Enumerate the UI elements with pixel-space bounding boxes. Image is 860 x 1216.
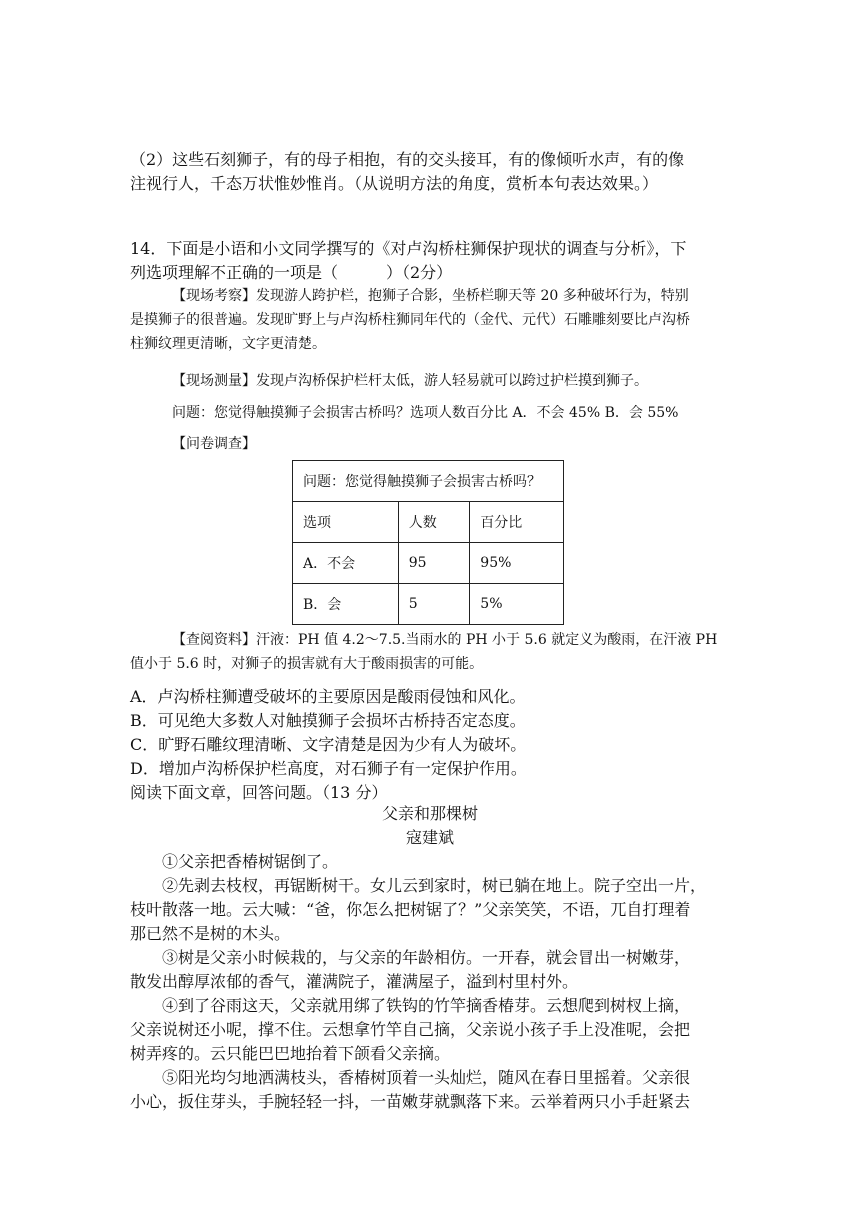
- paragraph-1: ①父亲把香椿树锯倒了。: [162, 852, 339, 871]
- table-cell: 95: [398, 543, 470, 584]
- paragraph-4-line-2: 父亲说树还小呢，撑不住。云想拿竹竿自己摘，父亲说小孩子手上没准呢，会把: [130, 1020, 691, 1039]
- table-cell: 5: [398, 584, 470, 625]
- option-b: B．可见绝大多数人对触摸狮子会损坏古桥持否定态度。: [130, 711, 526, 730]
- q2-line-2: 注视行人，千态万状惟妙惟肖。（从说明方法的角度，赏析本句表达效果。）: [130, 174, 659, 193]
- site-obs-line-2: 是摸狮子的很普遍。发现旷野上与卢沟桥柱狮同年代的（金代、元代）石雕雕刻要比卢沟桥: [130, 312, 690, 328]
- paragraph-3-line-2: 散发出醇厚浓郁的香气，灌满院子，灌满屋子，溢到村里村外。: [130, 972, 579, 991]
- reference-line-2: 值小于 5.6 时，对狮子的损害就有大于酸雨损害的可能。: [130, 656, 484, 672]
- survey-label-block: [130, 432, 730, 456]
- table-row: [293, 502, 564, 543]
- table-cell: 5%: [470, 584, 564, 625]
- q2-line-1: （2）这些石刻狮子，有的母子相抱，有的交头接耳，有的像倾听水声，有的像: [130, 150, 685, 169]
- table-header-count: 人数: [398, 502, 470, 543]
- option-c: C．旷野石雕纹理清晰、文字清楚是因为少有人为破坏。: [130, 735, 527, 754]
- q14-line-2: 列选项理解不正确的一项是（ ）（2分）: [130, 263, 453, 282]
- site-obs-line-1: 【现场考察】发现游人跨护栏，抱狮子合影，坐桥栏聊天等 20 多种破坏行为，特别: [172, 288, 689, 304]
- table-cell: B．会: [293, 584, 399, 625]
- question-line: 问题：您觉得触摸狮子会损害古桥吗？选项人数百分比 A．不会 45% B．会 55%: [172, 405, 679, 421]
- reference-material: [130, 628, 730, 676]
- paragraph-2-line-1: ②先剥去枝杈，再锯断树干。女儿云到家时，树已躺在地上。院子空出一片，: [162, 876, 707, 895]
- table-title: 问题：您觉得触摸狮子会损害古桥吗？: [293, 461, 564, 502]
- question-2: [130, 148, 730, 196]
- table-row: [293, 543, 564, 584]
- paragraph-5-line-2: 小心，扳住芽头，手腕轻轻一抖，一苗嫩芽就飘落下来。云举着两只小手赶紧去: [130, 1092, 691, 1111]
- paragraph-2-line-3: 那已然不是树的木头。: [130, 924, 291, 943]
- paragraph-3-line-1: ③树是父亲小时候栽的，与父亲的年龄相仿。一开春，就会冒出一树嫩芽，: [162, 948, 691, 967]
- paragraph-4-line-3: 树弄疼的。云只能巴巴地抬着下颌看父亲摘。: [130, 1044, 451, 1063]
- survey-label: 【问卷调查】: [172, 436, 256, 452]
- option-d: D．增加卢沟桥保护栏高度，对石狮子有一定保护作用。: [130, 759, 527, 778]
- table-row: [293, 461, 564, 502]
- option-a: A．卢沟桥柱狮遭受破坏的主要原因是酸雨侵蚀和风化。: [130, 687, 526, 706]
- article-body: [130, 850, 730, 1114]
- q14-line-1: 14．下面是小语和小文同学撰写的《对卢沟桥柱狮保护现状的调查与分析》，下: [130, 239, 687, 258]
- table-row: [293, 584, 564, 625]
- paragraph-2-line-2: 枝叶散落一地。云大喊：“爸，你怎么把树锯了？”父亲笑笑，不语，兀自打理着: [130, 900, 691, 919]
- site-obs-line-3: 柱狮纹理更清晰，文字更清楚。: [130, 336, 326, 352]
- paragraph-4-line-1: ④到了谷雨这天，父亲就用绑了铁钩的竹竿摘香椿芽。云想爬到树杈上摘，: [162, 996, 691, 1015]
- question-14: [130, 237, 730, 285]
- reference-line-1: 【查阅资料】汗液：PH 值 4.2～7.5.当雨水的 PH 小于 5.6 就定义为酸雨，在汗液 PH: [172, 632, 718, 648]
- site-measure-line: 【现场测量】发现卢沟桥保护栏杆太低，游人轻易就可以跨过护栏摸到狮子。: [172, 373, 648, 389]
- article-author: 寇建斌: [405, 828, 454, 847]
- site-observation: [130, 284, 730, 356]
- survey-table: [292, 460, 564, 625]
- answer-options: [130, 685, 730, 805]
- table-header-percent: 百分比: [470, 502, 564, 543]
- table-header-option: 选项: [293, 502, 399, 543]
- question-line-block: [130, 401, 730, 425]
- article-title: 父亲和那棵树: [381, 804, 478, 823]
- paragraph-5-line-1: ⑤阳光均匀地洒满枝头，香椿树顶着一头灿烂，随风在春日里摇着。父亲很: [162, 1068, 691, 1087]
- site-measurement: [130, 369, 730, 393]
- table-cell: A．不会: [293, 543, 399, 584]
- reading-instruction: 阅读下面文章，回答问题。（13 分）: [130, 783, 388, 802]
- table-cell: 95%: [470, 543, 564, 584]
